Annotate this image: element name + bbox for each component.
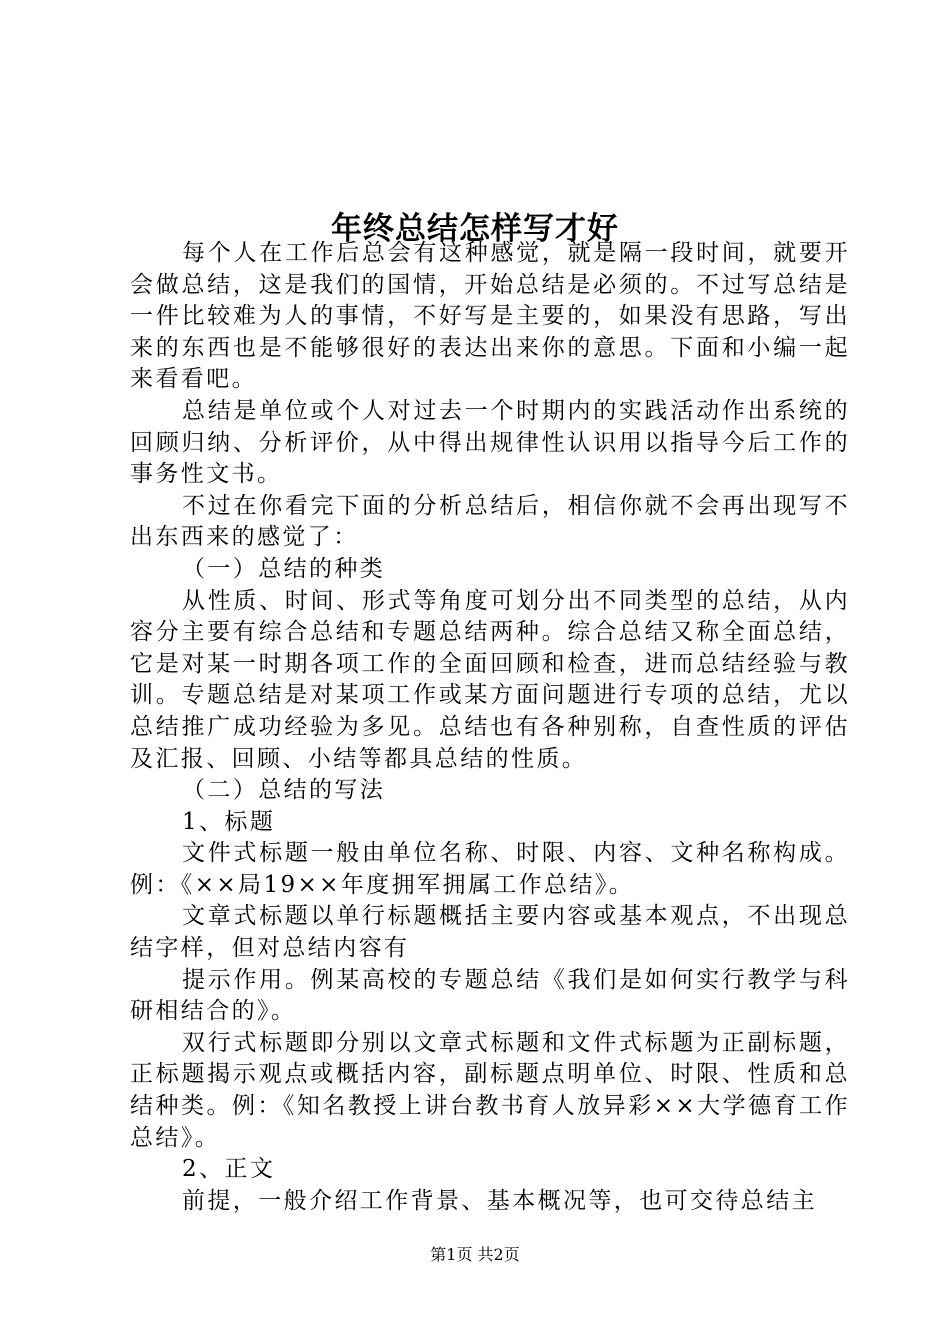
- section-heading-writing: （二）总结的写法: [182, 777, 386, 804]
- subheading-body: 2、正文: [182, 1156, 276, 1183]
- page-footer: 第1页 共2页: [430, 1245, 520, 1264]
- document-title: 年终总结怎样写才好: [331, 210, 619, 247]
- paragraph-types: 从性质、时间、形式等角度可划分出不同类型的总结，从内容分主要有综合总结和专题总结两种。综合总结又称全面总结，它是对某一时期各项工作的全面回顾和检查，进而总结经验与教训。专题总结是对某项工作或某方面问题进行专项的总结，尤以总结推广成功经验为多见。总结也有各种别称，自查性质的评估及汇报、回顾、小结等都具总结的性质。: [130, 587, 850, 772]
- paragraph-intro: 每个人在工作后总会有这种感觉，就是隔一段时间，就要开会做总结，这是我们的国情，开始总结是必须的。不过写总结是一件比较难为人的事情，不好写是主要的，如果没有思路，写出来的东西也是不能够很好的表达出来你的意思。下面和小编一起来看看吧。: [130, 240, 850, 393]
- paragraph-definition: 总结是单位或个人对过去一个时期内的实践活动作出系统的回顾归纳、分析评价，从中得出规律性认识用以指导今后工作的事务性文书。: [130, 397, 850, 488]
- paragraph-transition: 不过在你看完下面的分析总结后，相信你就不会再出现写不出东西来的感觉了：: [130, 492, 850, 551]
- paragraph-double-title: 双行式标题即分别以文章式标题和文件式标题为正副标题，正标题揭示观点或概括内容，副标题点明单位、时限、性质和总结种类。例：《知名教授上讲台教书育人放异彩××大学德育工作总结》。: [130, 1029, 850, 1151]
- subheading-title: 1、标题: [182, 808, 276, 835]
- paragraph-article-title: 文章式标题以单行标题概括主要内容或基本观点，不出现总结字样，但对总结内容有: [130, 903, 850, 962]
- paragraph-premise: 前提，一般介绍工作背景、基本概况等，也可交待总结主: [182, 1187, 817, 1214]
- document-body: [130, 238, 850, 1217]
- paragraph-file-title: 文件式标题一般由单位名称、时限、内容、文种名称构成。例：《××局19××年度拥军拥属工作总结》。: [130, 840, 850, 898]
- section-heading-types: （一）总结的种类: [182, 555, 386, 582]
- paragraph-article-title-cont: 提示作用。例某高校的专题总结《我们是如何实行教学与科研相结合的》。: [130, 966, 850, 1025]
